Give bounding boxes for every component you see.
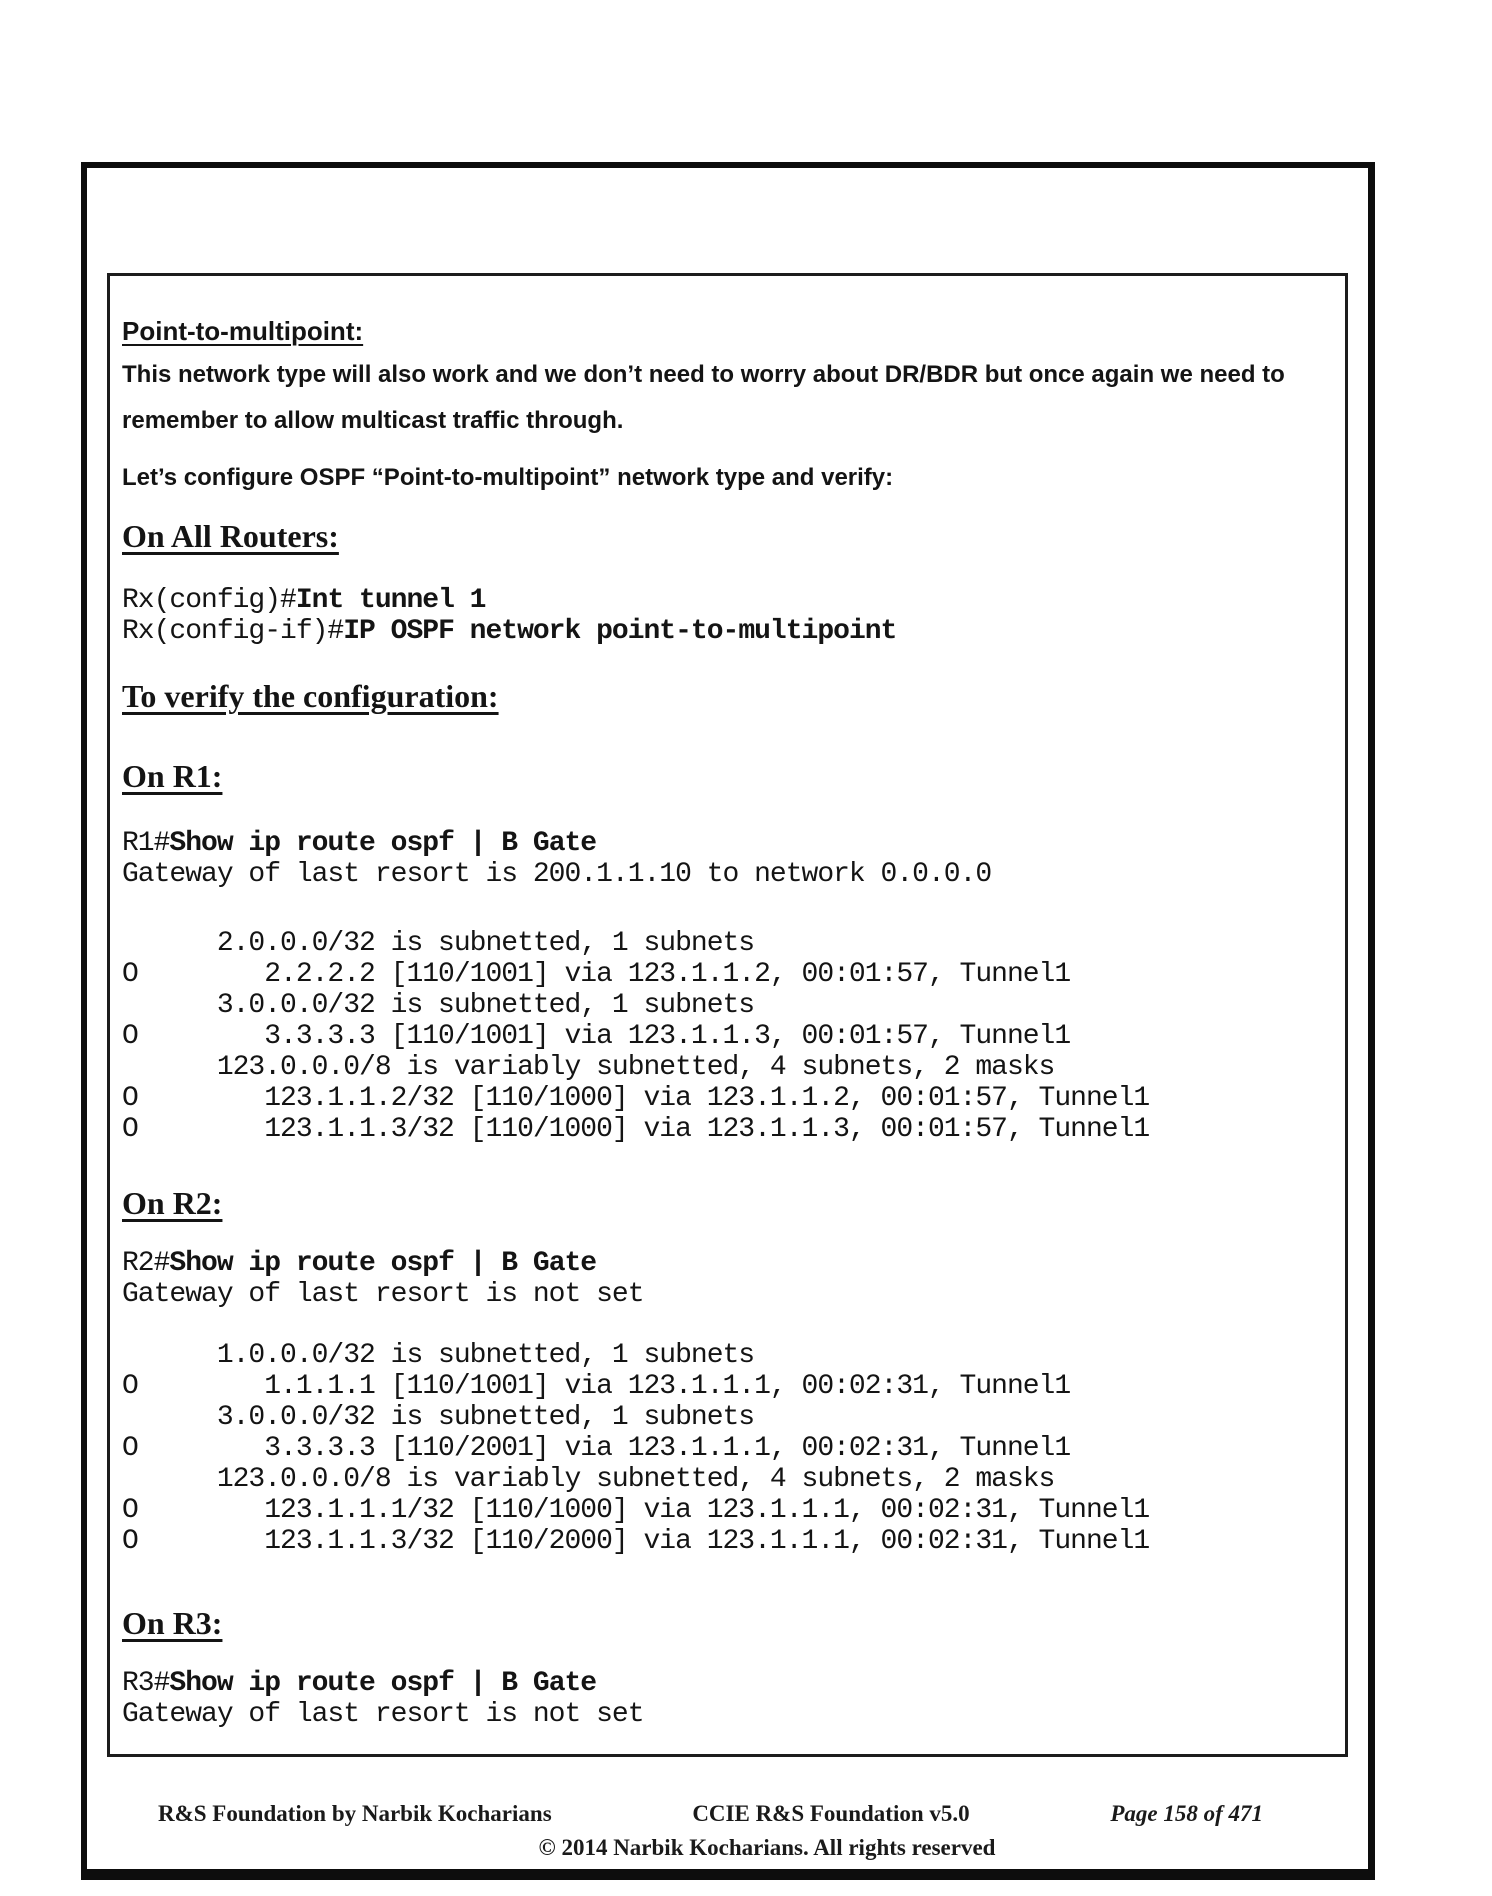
r1-cli-block bbox=[122, 828, 1331, 890]
cli-line bbox=[122, 616, 1331, 647]
route-line: O 123.1.1.1/32 [110/1000] via 123.1.1.1, 00:02:31, Tunnel1 bbox=[122, 1495, 1150, 1526]
route-line: O 123.1.1.3/32 [110/1000] via 123.1.1.3, 00:01:57, Tunnel1 bbox=[122, 1114, 1150, 1145]
route-line: O 3.3.3.3 [110/1001] via 123.1.1.3, 00:01:57, Tunnel1 bbox=[122, 1021, 1071, 1052]
intro-heading: Point-to-multipoint: bbox=[122, 316, 364, 346]
intro-paragraph: This network type will also work and we don’t need to worry about DR/BDR but once again we need to remember to allow multicast traffic through. bbox=[122, 361, 1285, 434]
cli-command: IP OSPF network point-to-multipoint bbox=[343, 616, 897, 647]
cli-prompt: R3# bbox=[122, 1668, 170, 1699]
heading-on-r3: On R3: bbox=[122, 1605, 223, 1641]
cli-line bbox=[122, 1668, 1331, 1699]
content-box bbox=[107, 273, 1348, 1757]
cli-line bbox=[122, 585, 1331, 616]
route-line: 1.0.0.0/32 is subnetted, 1 subnets bbox=[122, 1340, 755, 1371]
lead-paragraph: Let’s configure OSPF “Point-to-multipoint” network type and verify: bbox=[122, 464, 894, 491]
heading-on-r2: On R2: bbox=[122, 1185, 223, 1221]
cli-prompt: R2# bbox=[122, 1248, 170, 1279]
cli-line bbox=[122, 828, 1331, 859]
heading-on-all-routers: On All Routers: bbox=[122, 518, 339, 554]
heading-on-r1: On R1: bbox=[122, 758, 223, 794]
r2-route-table bbox=[122, 1340, 1331, 1557]
r2-cli-block bbox=[122, 1248, 1331, 1310]
cli-prompt: Rx(config)# bbox=[122, 585, 296, 616]
gateway-line: Gateway of last resort is 200.1.1.10 to network 0.0.0.0 bbox=[122, 859, 992, 890]
route-line: 123.0.0.0/8 is variably subnetted, 4 subnets, 2 masks bbox=[122, 1464, 1055, 1495]
cli-command: Show ip route ospf | B Gate bbox=[169, 1248, 597, 1279]
cli-command: Show ip route ospf | B Gate bbox=[169, 1668, 597, 1699]
route-line: 3.0.0.0/32 is subnetted, 1 subnets bbox=[122, 1402, 755, 1433]
heading-verify-configuration: To verify the configuration: bbox=[122, 678, 499, 714]
footer-left-text: R&S Foundation by Narbik Kocharians bbox=[158, 1801, 552, 1826]
cli-line bbox=[122, 1248, 1331, 1279]
route-line: O 2.2.2.2 [110/1001] via 123.1.1.2, 00:01:57, Tunnel1 bbox=[122, 959, 1071, 990]
config-cli-block bbox=[122, 585, 1331, 647]
footer-center-text: CCIE R&S Foundation v5.0 bbox=[692, 1801, 970, 1826]
footer-copyright: © 2014 Narbik Kocharians. All rights reserved bbox=[538, 1835, 996, 1860]
route-line: O 1.1.1.1 [110/1001] via 123.1.1.1, 00:02:31, Tunnel1 bbox=[122, 1371, 1071, 1402]
route-line: O 123.1.1.3/32 [110/2000] via 123.1.1.1, 00:02:31, Tunnel1 bbox=[122, 1526, 1150, 1557]
r3-cli-block bbox=[122, 1668, 1331, 1730]
footer-page-number: Page 158 of 471 bbox=[1110, 1801, 1263, 1826]
cli-command: Int tunnel 1 bbox=[295, 585, 486, 616]
route-line: 123.0.0.0/8 is variably subnetted, 4 subnets, 2 masks bbox=[122, 1052, 1055, 1083]
gateway-line: Gateway of last resort is not set bbox=[122, 1279, 644, 1310]
r1-route-table bbox=[122, 928, 1331, 1145]
cli-prompt: R1# bbox=[122, 828, 170, 859]
route-line: 3.0.0.0/32 is subnetted, 1 subnets bbox=[122, 990, 755, 1021]
page-footer bbox=[81, 1800, 1375, 1828]
route-line: O 3.3.3.3 [110/2001] via 123.1.1.1, 00:02:31, Tunnel1 bbox=[122, 1433, 1071, 1464]
cli-command: Show ip route ospf | B Gate bbox=[169, 828, 597, 859]
route-line: O 123.1.1.2/32 [110/1000] via 123.1.1.2, 00:01:57, Tunnel1 bbox=[122, 1083, 1150, 1114]
route-line: 2.0.0.0/32 is subnetted, 1 subnets bbox=[122, 928, 755, 959]
gateway-line: Gateway of last resort is not set bbox=[122, 1699, 644, 1730]
cli-prompt: Rx(config-if)# bbox=[122, 616, 344, 647]
